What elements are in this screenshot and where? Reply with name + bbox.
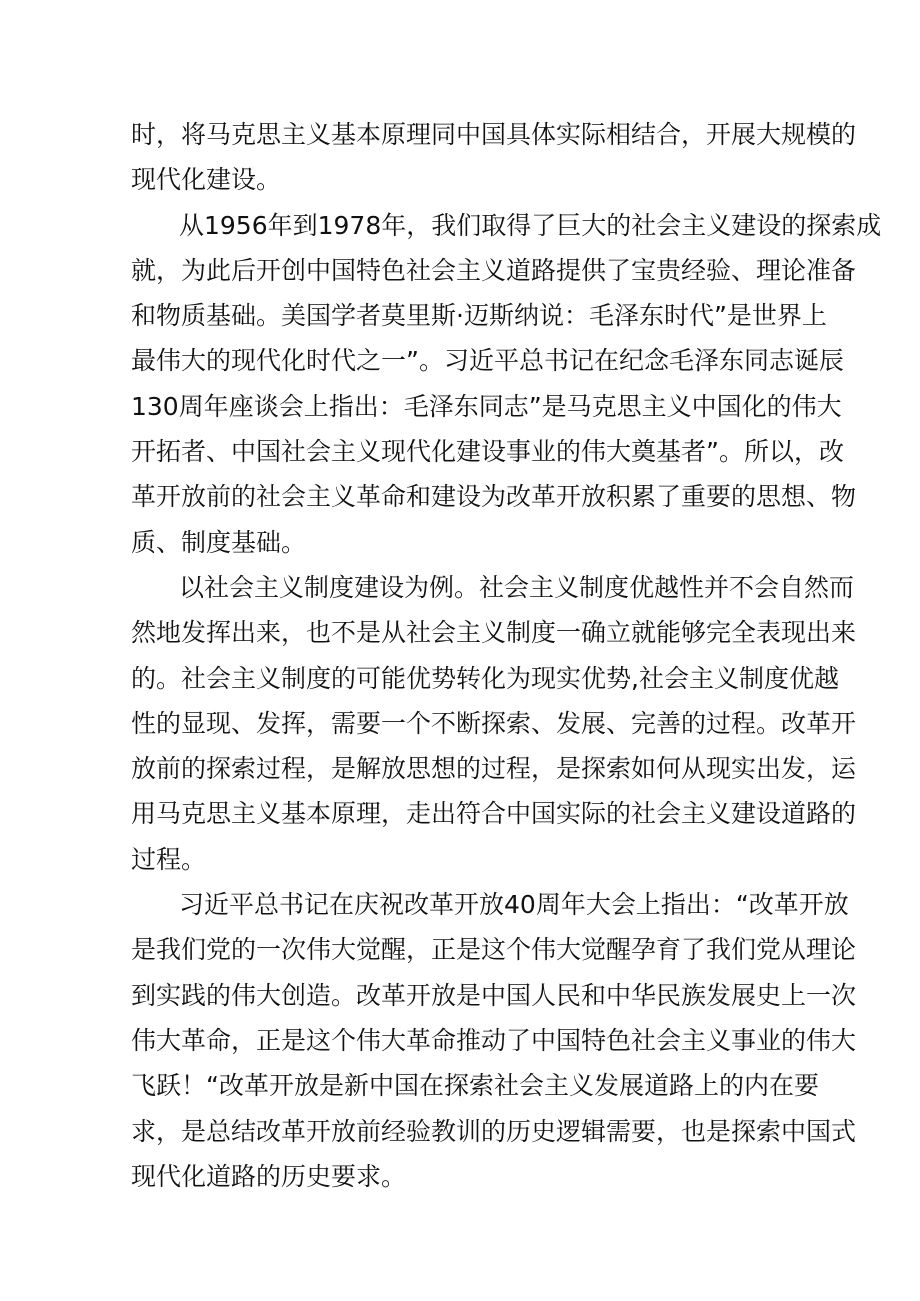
text-line: 现代化道路的历史要求。 bbox=[131, 1161, 407, 1191]
paragraph-4 bbox=[131, 882, 857, 1199]
text-line: 到实践的伟大创造。改革开放是中国人民和中华民族发展史上一次 bbox=[131, 980, 857, 1010]
text-line: 习近平总书记在庆祝改革开放40周年大会上指出：“改革开放 bbox=[179, 890, 849, 920]
text-line: 革开放前的社会主义革命和建设为改革开放积累了重要的思想、物 bbox=[131, 482, 857, 512]
text-line: 以社会主义制度建设为例。社会主义制度优越性并不会自然而 bbox=[179, 572, 855, 602]
text-line: 就，为此后开创中国特色社会主义道路提供了宝贵经验、理论准备 bbox=[131, 255, 857, 285]
text-line: 性的显现、发挥，需要一个不断探索、发展、完善的过程。改革开 bbox=[131, 708, 857, 738]
text-line: 是我们党的一次伟大觉醒，正是这个伟大觉醒孕育了我们党从理论 bbox=[131, 935, 857, 965]
paragraph-2 bbox=[131, 203, 882, 565]
text-line: 的。社会主义制度的可能优势转化为现实优势,社会主义制度优越 bbox=[131, 663, 839, 693]
text-line: 开拓者、中国社会主义现代化建设事业的伟大奠基者”。所以，改 bbox=[131, 437, 844, 467]
text-line: 质、制度基础。 bbox=[131, 527, 307, 557]
text-line: 时，将马克思主义基本原理同中国具体实际相结合，开展大规模的 bbox=[131, 120, 857, 149]
text-line: 从1956年到1978年，我们取得了巨大的社会主义建设的探索成 bbox=[179, 210, 882, 240]
body-text bbox=[131, 112, 882, 1199]
text-line: 伟大革命，正是这个伟大革命推动了中国特色社会主义事业的伟大 bbox=[131, 1025, 857, 1055]
text-line: 和物质基础。美国学者莫里斯·迈斯纳说：毛泽东时代”是世界上 bbox=[131, 301, 827, 331]
text-line: 130周年座谈会上指出：毛泽东同志”是马克思主义中国化的伟大 bbox=[131, 391, 842, 421]
text-line: 然地发挥出来，也不是从社会主义制度一确立就能够完全表现出来 bbox=[131, 618, 857, 648]
paragraph-1 bbox=[131, 112, 857, 203]
paragraph-3 bbox=[131, 565, 857, 882]
text-line: 放前的探索过程，是解放思想的过程，是探索如何从现实出发，运 bbox=[131, 754, 857, 784]
text-line: 最伟大的现代化时代之一”。习近平总书记在纪念毛泽东同志诞辰 bbox=[131, 346, 844, 376]
text-line: 用马克思主义基本原理，走出符合中国实际的社会主义建设道路的 bbox=[131, 799, 857, 829]
text-line: 飞跃！“改革开放是新中国在探索社会主义发展道路上的内在要 bbox=[131, 1071, 819, 1101]
text-line: 求，是总结改革开放前经验教训的历史逻辑需要，也是探索中国式 bbox=[131, 1116, 857, 1146]
text-line: 过程。 bbox=[131, 844, 207, 874]
text-line: 现代化建设。 bbox=[131, 165, 282, 195]
